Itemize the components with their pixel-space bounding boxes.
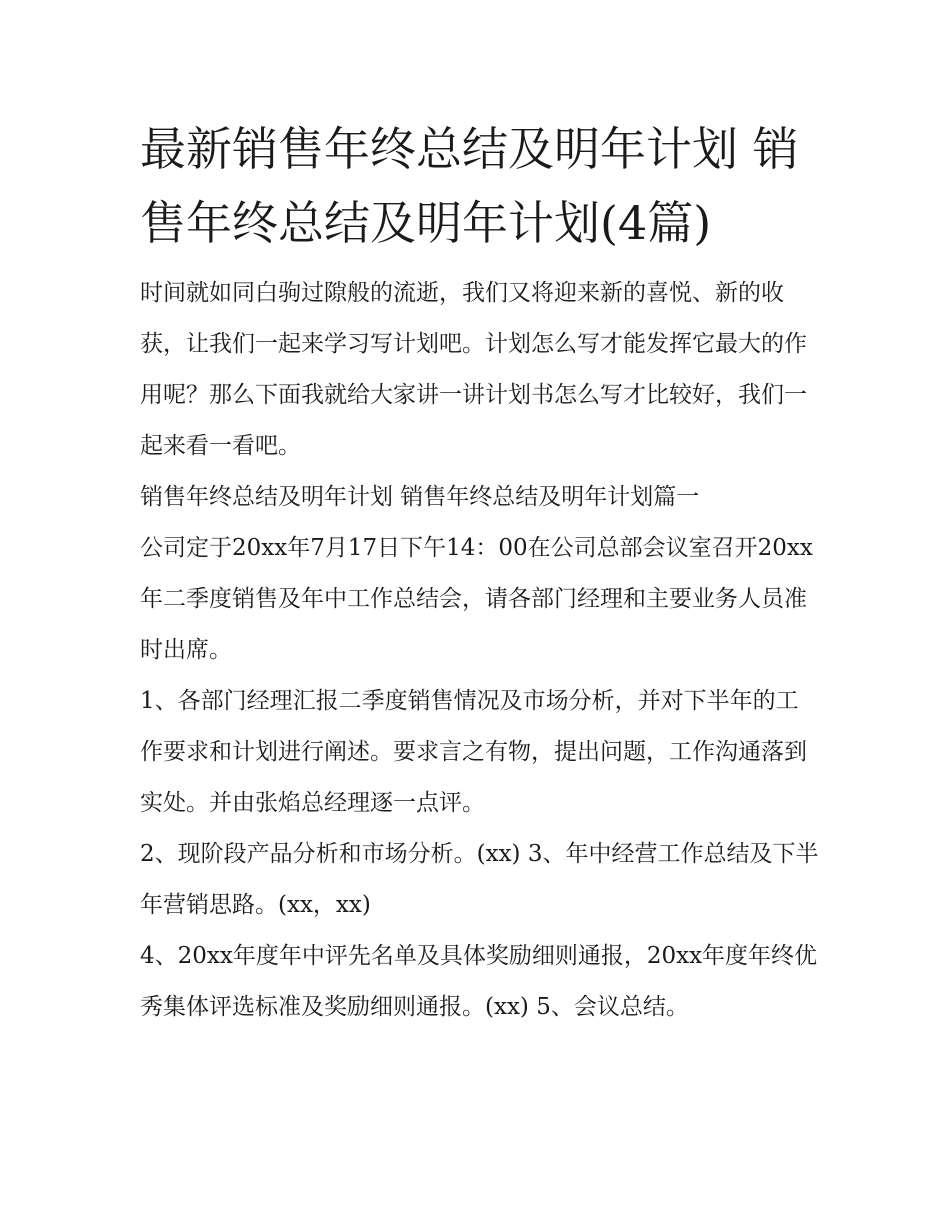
document-content (140, 112, 820, 1033)
agenda-item-4-5: 4、20xx年度年中评先名单及具体奖励细则通报，20xx年度年终优秀集体评选标准及奖励细则通报。(xx) 5、会议总结。 (140, 943, 818, 1020)
intro-paragraph: 时间就如同白驹过隙般的流逝，我们又将迎来新的喜悦、新的收获，让我们一起来学习写计划吧。计划怎么写才能发挥它最大的作用呢？那么下面我就给大家讲一讲计划书怎么写才比较好，我们一起来看一看吧。 (140, 280, 807, 459)
meeting-notice-paragraph: 公司定于20xx年7月17日下午14：00在公司总部会议室召开20xx年二季度销售及年中工作总结会，请各部门经理和主要业务人员准时出席。 (140, 535, 813, 663)
agenda-item-1: 1、各部门经理汇报二季度销售情况及市场分析，并对下半年的工作要求和计划进行阐述。要求言之有物，提出问题，工作沟通落到实处。并由张焰总经理逐一点评。 (140, 688, 807, 816)
section-heading: 销售年终总结及明年计划 销售年终总结及明年计划篇一 (140, 484, 700, 510)
document-title: 最新销售年终总结及明年计划 销售年终总结及明年计划(4篇) (140, 122, 799, 250)
agenda-item-2-3: 2、现阶段产品分析和市场分析。(xx) 3、年中经营工作总结及下半年营销思路。(xx，xx) (140, 841, 819, 918)
